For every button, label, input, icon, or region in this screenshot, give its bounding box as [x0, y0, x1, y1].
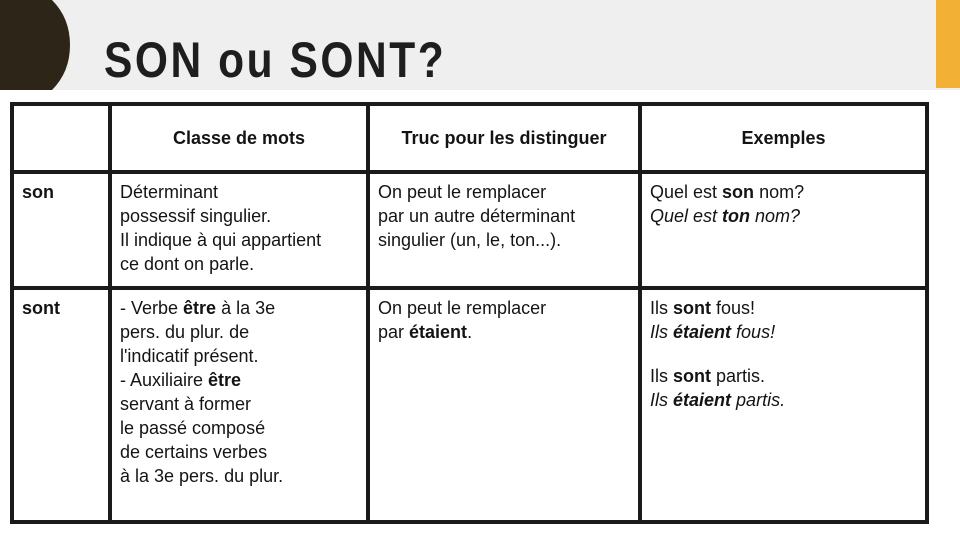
text-line: l'indicatif présent.	[120, 346, 259, 366]
cell-exemples-son	[640, 172, 927, 288]
text-line: de certains verbes	[120, 442, 268, 462]
text-line: On peut le remplacer	[378, 298, 547, 318]
text-line: pers. du plur. de	[120, 322, 250, 342]
text-line: ce dont on parle.	[120, 254, 255, 274]
page-title: SON ou SONT?	[104, 32, 447, 88]
example-line-italic: Ils étaient partis.	[650, 390, 786, 410]
text-line: singulier (un, le, ton...).	[378, 230, 562, 250]
example-line: Quel est son nom?	[650, 182, 805, 202]
header-truc: Truc pour les distinguer	[368, 104, 640, 172]
table-row-sont	[12, 288, 927, 522]
example-line-italic: Ils étaient fous!	[650, 322, 776, 342]
row-label-son: son	[12, 172, 110, 288]
cell-truc-sont	[368, 288, 640, 522]
accent-bar	[936, 0, 960, 88]
table-header-row	[12, 104, 927, 172]
cell-classe-sont	[110, 288, 368, 522]
grammar-table	[10, 102, 925, 524]
text-line: servant à former	[120, 394, 252, 414]
text-line: par étaient.	[378, 322, 473, 342]
text-line: à la 3e pers. du plur.	[120, 466, 284, 486]
cell-exemples-sont	[640, 288, 927, 522]
text-line: - Auxiliaire être	[120, 370, 242, 390]
text-line: Déterminant	[120, 182, 219, 202]
text-line: - Verbe être à la 3e	[120, 298, 276, 318]
text-line: On peut le remplacer	[378, 182, 547, 202]
text-line: le passé composé	[120, 418, 266, 438]
cell-classe-son	[110, 172, 368, 288]
example-line: Ils sont fous!	[650, 298, 756, 318]
spacer	[650, 344, 917, 364]
text-line: Il indique à qui appartient	[120, 230, 322, 250]
example-line-italic: Quel est ton nom?	[650, 206, 801, 226]
table-row-son	[12, 172, 927, 288]
header-empty	[12, 104, 110, 172]
header-exemples: Exemples	[640, 104, 927, 172]
decorative-left-shape	[0, 0, 76, 90]
header-classe: Classe de mots	[110, 104, 368, 172]
cell-truc-son	[368, 172, 640, 288]
text-line: par un autre déterminant	[378, 206, 576, 226]
row-label-sont: sont	[12, 288, 110, 522]
example-line: Ils sont partis.	[650, 366, 766, 386]
text-line: possessif singulier.	[120, 206, 272, 226]
